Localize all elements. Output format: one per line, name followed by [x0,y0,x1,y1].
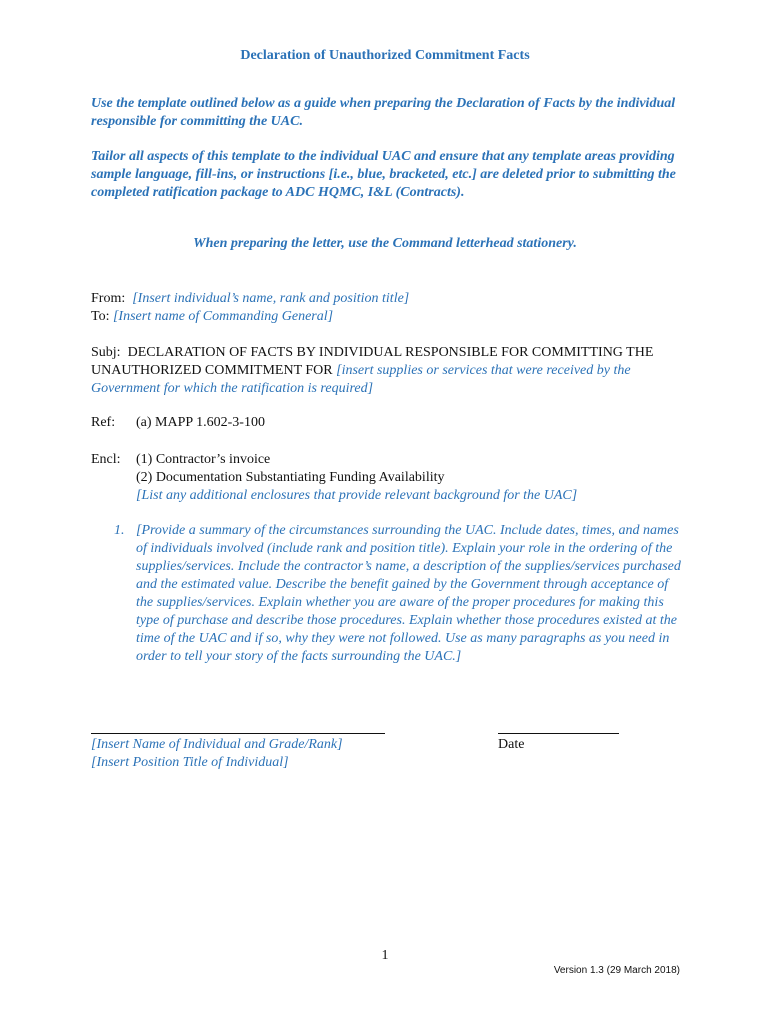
page-title: Declaration of Unauthorized Commitment Facts [240,48,530,63]
enclosure-note: [List any additional enclosures that provide relevant background for the UAC] [136,488,578,503]
from-line [91,290,409,308]
enclosure-item: (2) Documentation Substantiating Funding Availability [136,470,445,485]
subject-text: DECLARATION OF FACTS BY INDIVIDUAL RESPONSIBLE FOR COMMITTING THE UNAUTHORIZED COMMITMENT FOR [91,345,654,378]
to-label: To: [91,309,110,324]
to-line [91,308,333,326]
date-label: Date [498,737,525,752]
signature-name: [Insert Name of Individual and Grade/Rank] [91,737,343,752]
subject-fill: [insert supplies or services that were received by the Government for which the ratification is required] [91,363,631,396]
paragraph-number: 1. [114,523,125,538]
version-text: Version 1.3 (29 March 2018) [553,965,680,976]
subject-label: Subj: [91,345,121,360]
subject-block [91,344,681,398]
reference-value: (a) MAPP 1.602-3-100 [136,415,265,430]
instruction-paragraph-2: Tailor all aspects of this template to the individual UAC and ensure that any template areas providing sample language, fill-ins, or instructions [i.e., blue, bracketed, etc.] are deleted prior to submitting the completed ratification package to ADC HQMC, I&L (Contracts). [91,149,676,200]
signature-position: [Insert Position Title of Individual] [91,755,289,770]
enclosure-item: (1) Contractor’s invoice [136,452,271,467]
from-label: From: [91,291,126,306]
enclosure-label: Encl: [91,452,121,467]
to-value: [Insert name of Commanding General] [112,309,334,324]
signature-line [91,733,385,734]
page-number: 1 [381,948,389,963]
reference-line [91,414,265,432]
from-value: [Insert individual’s name, rank and position title] [132,291,410,306]
instruction-paragraph-3: When preparing the letter, use the Command letterhead stationery. [193,236,577,251]
instruction-paragraph-1: Use the template outlined below as a guide when preparing the Declaration of Facts by the individual responsible for committing the UAC. [91,96,676,129]
reference-label: Ref: [91,415,116,430]
date-line [498,733,619,734]
paragraph-body: [Provide a summary of the circumstances surrounding the UAC. Include dates, times, and names of individuals involved (include rank and position title). Explain your role in the ordering of the supplies/services. Include the contractor’s name, a description of the supplies/services purchased and the estimated value. Describe the benefit gained by the Government through acceptance of the supplies/services. Explain whether you are aware of the proper procedures for making this type of purchase and describe those procedures. Explain whether those procedures existed at the time of the UAC and if so, why they were not followed. Use as many paragraphs as you need in order to tell your story of the facts surrounding the UAC.] [136,523,681,664]
